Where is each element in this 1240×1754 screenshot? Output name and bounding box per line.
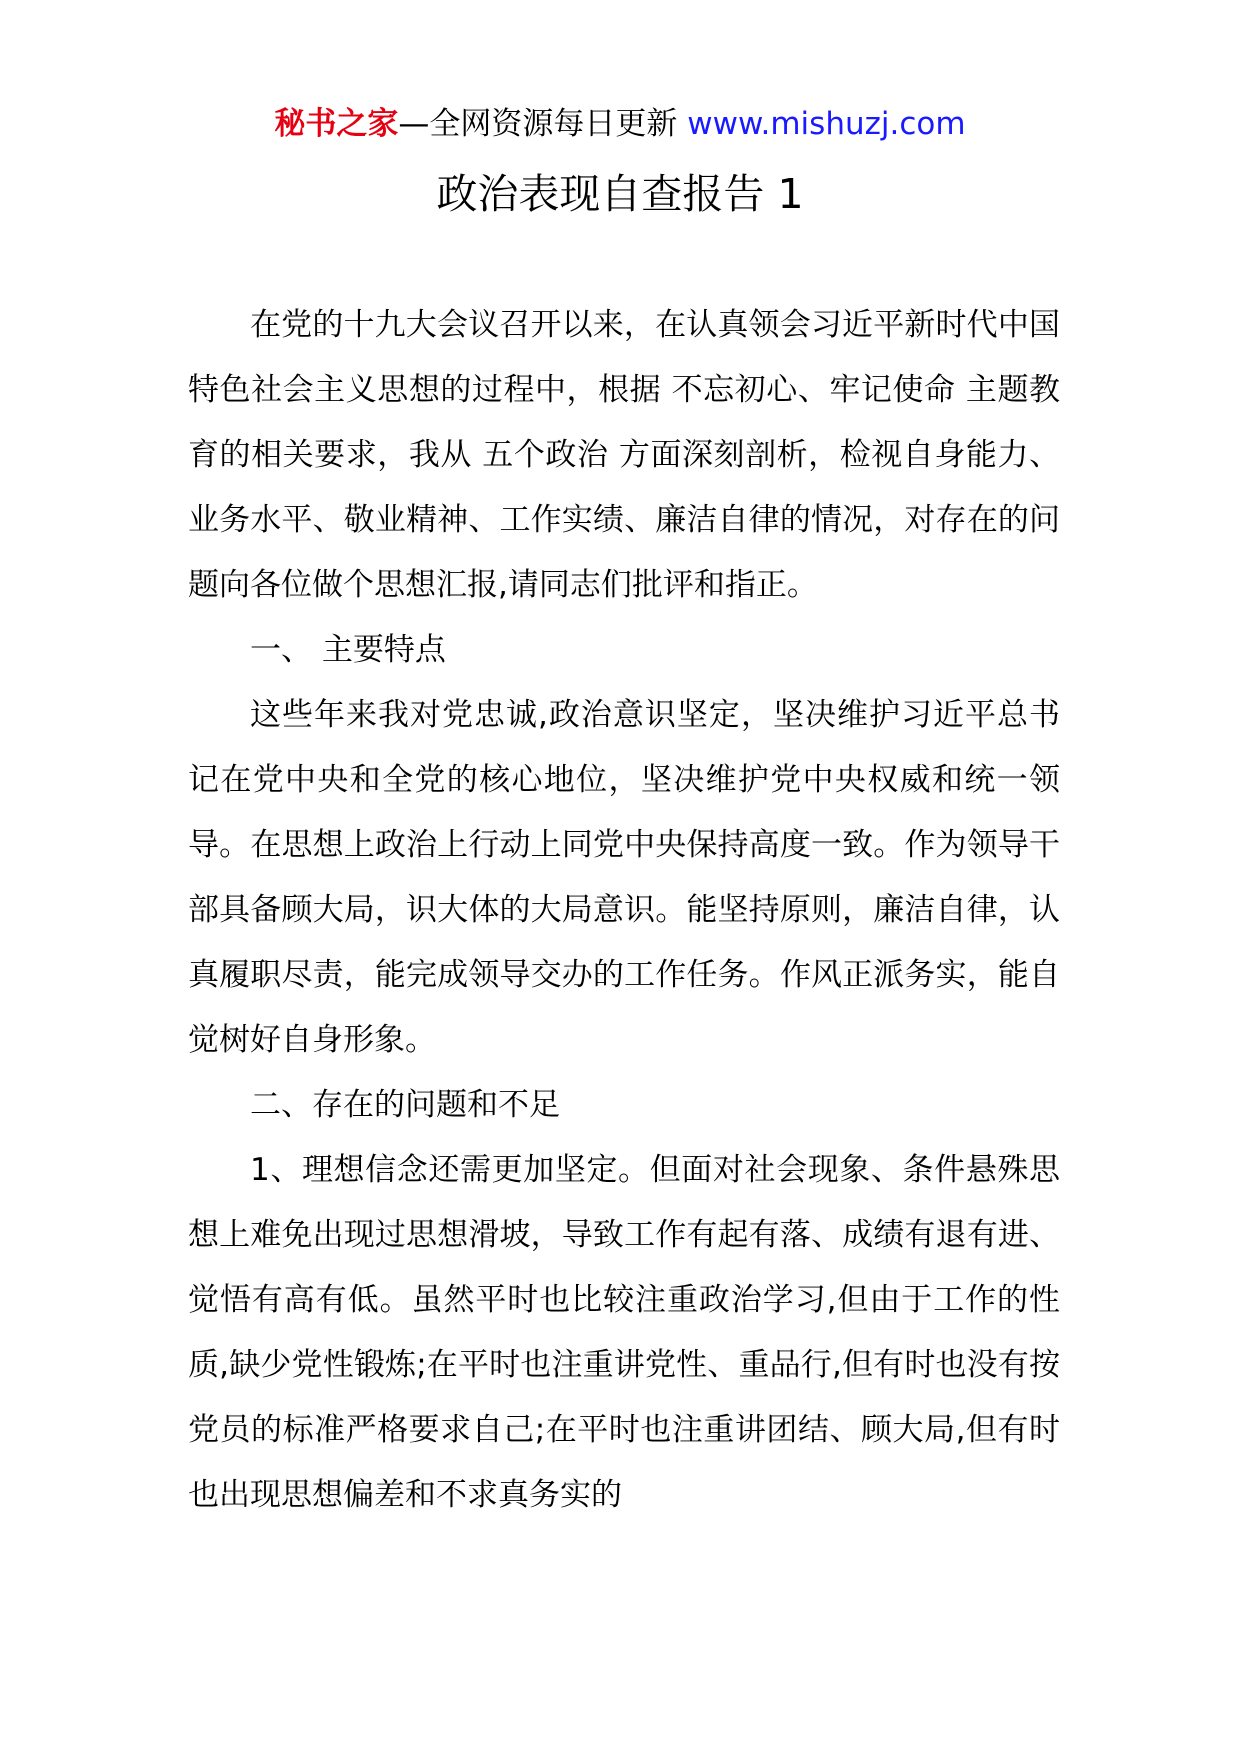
document-body xyxy=(188,293,1060,1528)
site-header xyxy=(0,102,1240,146)
site-url-link[interactable]: www.mishuzj.com xyxy=(687,106,966,142)
section-heading-problems: 二、存在的问题和不足 xyxy=(250,1087,560,1123)
document-title: 政治表现自查报告 1 xyxy=(436,170,804,218)
paragraph-main-features: 这些年来我对党忠诚,政治意识坚定，坚决维护习近平总书记在党中央和全党的核心地位，坚决维护党中央权威和统一领导。在思想上政治上行动上同党中央保持高度一致。作为领导干部具备顾大局，识大体的大局意识。能坚持原则，廉洁自律，认真履职尽责，能完成领导交办的工作任务。作风正派务实，能自觉树好自身形象。 xyxy=(188,697,1060,1058)
brand-name: 秘书之家 xyxy=(274,106,399,142)
paragraph-intro: 在党的十九大会议召开以来，在认真领会习近平新时代中国特色社会主义思想的过程中，根据 不忘初心、牢记使命 主题教育的相关要求，我从 五个政治 方面深刻剖析，检视自身能力、业务水平、敬业精神、工作实绩、廉洁自律的情况，对存在的问题向各位做个思想汇报,请同志们批评和指正。 xyxy=(188,307,1060,603)
header-tagline: —全网资源每日更新 xyxy=(398,106,688,142)
section-heading-main-features: 一、 主要特点 xyxy=(250,632,446,668)
paragraph-problem-1: 1、理想信念还需更加坚定。但面对社会现象、条件悬殊思想上难免出现过思想滑坡，导致工作有起有落、成绩有退有进、觉悟有高有低。虽然平时也比较注重政治学习,但由于工作的性质,缺少党性锻炼;在平时也注重讲党性、重品行,但有时也没有按党员的标准严格要求自己;在平时也注重讲团结、顾大局,但有时也出现思想偏差和不求真务实的 xyxy=(188,1152,1060,1513)
